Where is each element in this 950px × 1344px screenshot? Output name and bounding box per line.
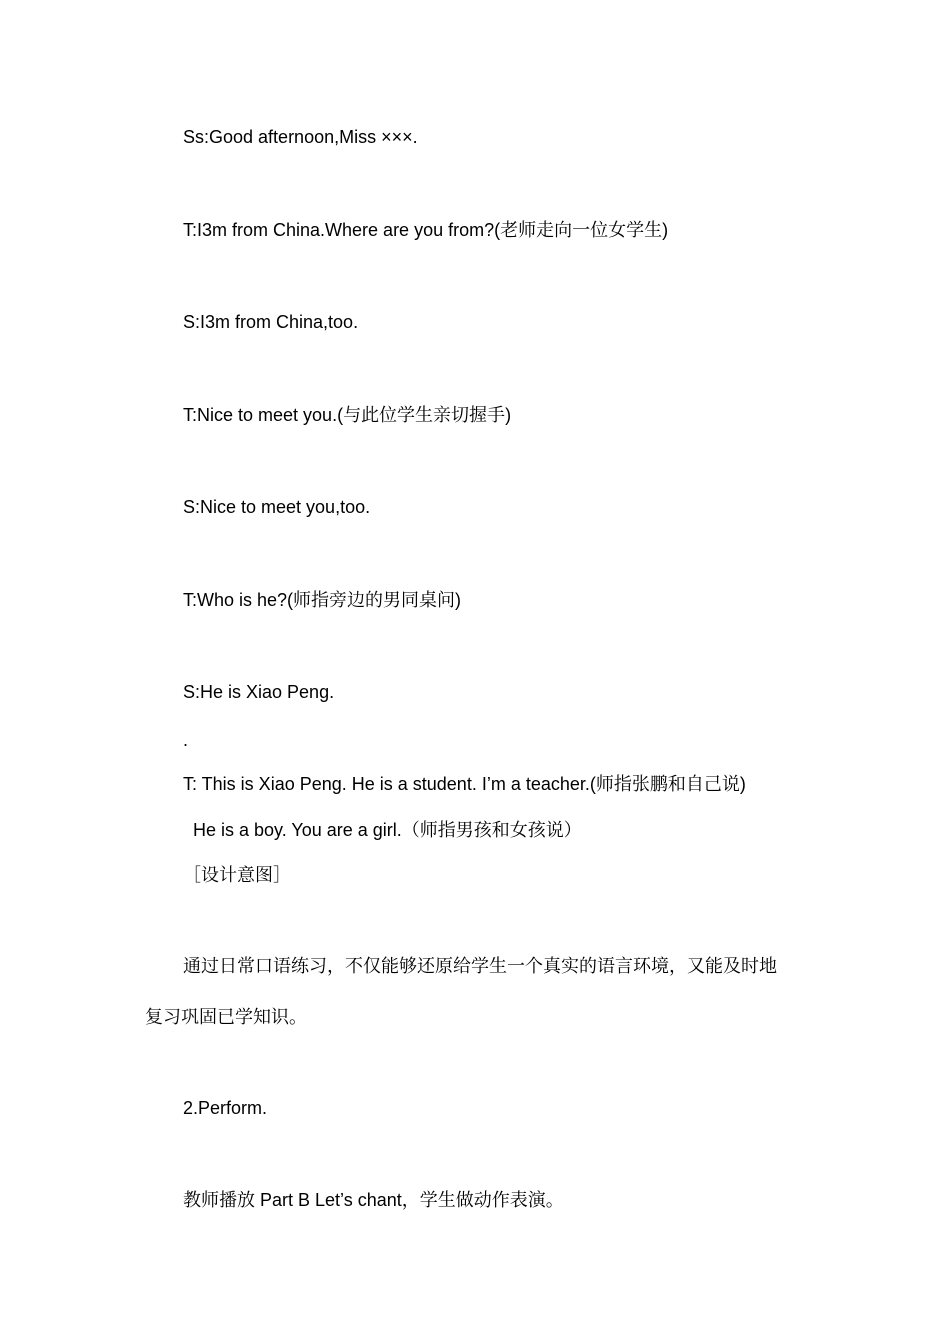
stage-direction: 师指张鹏和自己说 (595, 774, 740, 795)
dialogue-line-7 (183, 681, 334, 703)
section-title: 2.Perform. (183, 1098, 268, 1118)
dialogue-line-3 (183, 311, 358, 333)
dialogue-line-10 (193, 819, 582, 842)
dialogue-line-5 (183, 496, 370, 518)
activity-instruction (183, 1189, 564, 1212)
dialogue-text: . (183, 730, 189, 750)
dialogue-line-8 (183, 729, 188, 751)
activity-suffix: ，学生做动作表演。 (401, 1190, 564, 1211)
design-intent-paragraph-line-1: 通过日常口语练习，不仅能够还原给学生一个真实的语言环境，又能及时地 (183, 956, 777, 977)
design-intent-heading: ［设计意图］ (183, 865, 291, 886)
stage-direction: （师指男孩和女孩说） (401, 820, 582, 841)
dialogue-line-1 (183, 126, 418, 148)
activity-chant-title: Part B Let’s chant (255, 1190, 402, 1210)
dialogue-line-6 (183, 589, 461, 612)
activity-prefix: 教师播放 (183, 1190, 255, 1211)
dialogue-text: T:Nice to meet you.( (183, 405, 344, 425)
dialogue-text-end: ) (455, 590, 462, 610)
dialogue-text: S:He is Xiao Peng. (183, 682, 335, 702)
dialogue-text: S:I3m from China,too. (183, 312, 359, 332)
stage-direction: 老师走向一位女学生 (500, 220, 663, 241)
dialogue-line-2 (183, 219, 668, 242)
stage-direction: 师指旁边的男同桌问 (293, 590, 456, 611)
dialogue-text: T: This is Xiao Peng. He is a student. I’m a teacher.( (183, 774, 596, 794)
dialogue-text-end: ) (505, 405, 512, 425)
dialogue-line-4 (183, 404, 511, 427)
stage-direction: 与此位学生亲切握手 (343, 405, 506, 426)
dialogue-line-9 (183, 773, 746, 796)
design-intent-paragraph-line-2: 复习巩固已学知识。 (145, 1007, 307, 1028)
dialogue-text: T:Who is he?( (183, 590, 294, 610)
dialogue-text-end: ) (739, 774, 746, 794)
dialogue-text: T:I3m from China.Where are you from?( (183, 220, 501, 240)
dialogue-text: S:Nice to meet you,too. (183, 497, 371, 517)
dialogue-text: He is a boy. You are a girl. (193, 820, 402, 840)
dialogue-text: Ss:Good afternoon,Miss ×××. (183, 127, 418, 147)
dialogue-text-end: ) (662, 220, 669, 240)
